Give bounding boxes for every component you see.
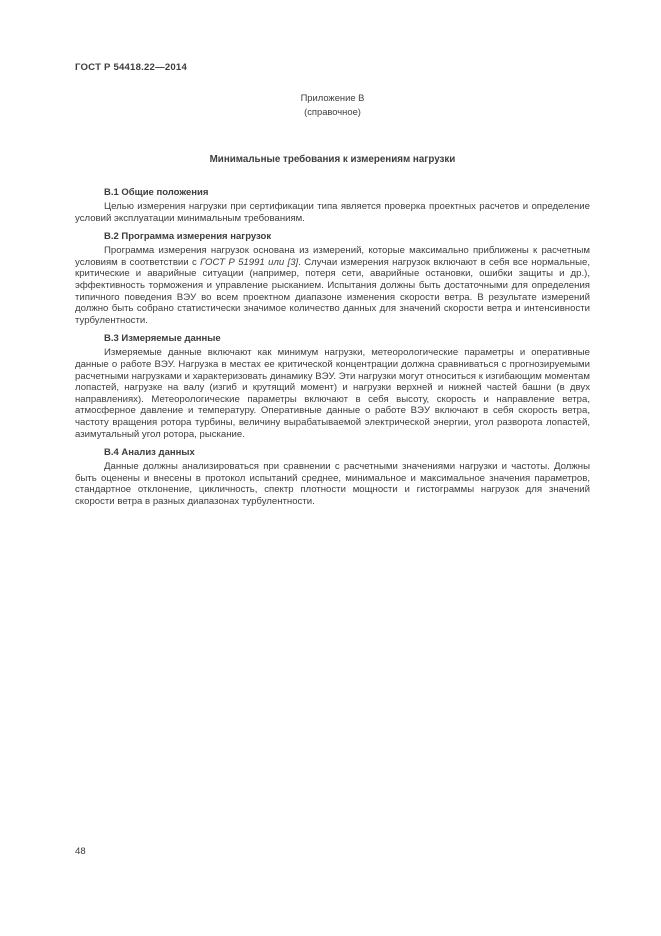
annex-title: Приложение В — [300, 92, 365, 103]
section-body-b3: Измеряемые данные включают как минимум нагрузки, метеорологические параметры и оперативные данные о работе ВЭУ. Нагрузка в местах ее критической концентрации должна сравниваться с прогнозируемыми расчетными нагрузками и характеризовать динамику ВЭУ. Эти нагрузки могут относиться к изгибающим моментам лопастей, нагрузке на валу (изгиб и крутящий момент) и нагрузки верхней и нижней частей башни (в двух направлениях). Метеорологические параметры включают в себя высоту, скорость и направление ветра, атмосферное давление и температуру. Оперативные данные о работе ВЭУ включают в себя скорость ветра, частоту вращения ротора турбины, величину вырабатываемой электрической энергии, угол разворота лопастей, азимутальный угол ротора, рыскание. — [75, 347, 590, 440]
section-body-b1: Целью измерения нагрузки при сертификации типа является проверка проектных расчетов и определение условий эксплуатации минимальным требованиям. — [75, 201, 590, 224]
section-body-b2-text-after: . Случаи измерения нагрузок включают в себя все нормальные, критические и аварийные ситуации (например, потеря сети, аварийные остановки, ошибки защиты и др.), эффективность торможения и управление рысканием. Испытания должны быть достаточными для определения типичного поведения ВЭУ во всем проектном диапазоне изменения скорости ветра. В результате измерений должно быть собрано статистически значимое количество данных для значений скорости ветра и интенсивности турбулентности. — [75, 256, 590, 326]
section-heading-b1: В.1 Общие положения — [104, 187, 209, 198]
document-content — [75, 187, 590, 507]
section-body-b2-text: Программа измерения нагрузок основана из измерений, которые максимально приближены к расчетным условиям в соответствии с — [75, 245, 590, 268]
standard-reference: ГОСТ Р 51991 или [3] — [200, 256, 299, 268]
page-number: 48 — [75, 846, 86, 857]
section-body-b2 — [75, 245, 590, 326]
annex-type: (справочное) — [304, 105, 361, 117]
section-body-b4: Данные должны анализироваться при сравнении с расчетными значениями нагрузки и частоты. Должны быть оценены и внесены в протокол испытаний среднее, минимальное и максимальное значения параметров, стандартное отклонение, цикличность, спектр плотности мощности и гистограммы нагрузок для значений скорости ветра в разных диапазонах турбулентности. — [75, 461, 590, 507]
section-heading-b4: В.4 Анализ данных — [104, 447, 195, 459]
annex-label — [75, 91, 590, 118]
section-heading-b2: В.2 Программа измерения нагрузок — [104, 231, 272, 243]
page-title: Минимальные требования к измерениям нагрузки — [209, 154, 456, 165]
document-standard-number: ГОСТ Р 54418.22—2014 — [75, 62, 188, 73]
section-heading-b3: В.3 Измеряемые данные — [104, 333, 221, 345]
